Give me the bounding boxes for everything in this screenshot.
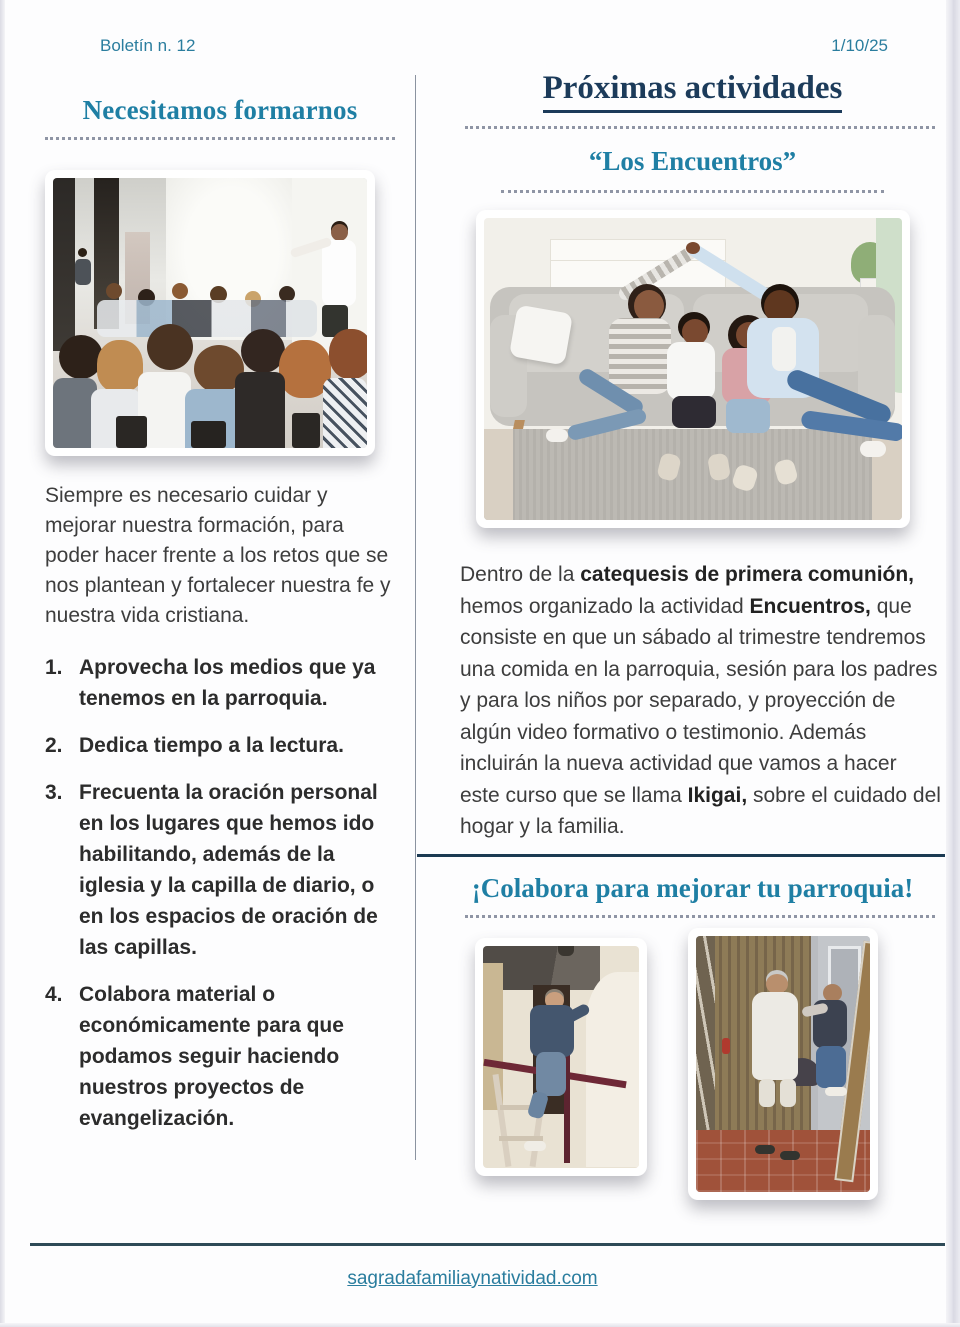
encuentros-subtitle: “Los Encuentros” [588, 146, 797, 176]
list-text: Aprovecha los medios que ya tenemos en la parroquia. [79, 656, 376, 710]
list-text: Frecuenta la oración personal en los lugares que hemos ido habilitando, además de la iglesia y la capilla de diario, o en los espacios de oración de las capillas. [79, 781, 378, 959]
bulletin-date: 1/10/25 [831, 36, 888, 55]
list-number: 4. [45, 983, 63, 1006]
right-column-title: Próximas actividades [543, 70, 843, 113]
carpentry-scene [696, 936, 870, 1192]
ladder-work-scene [483, 946, 639, 1168]
dotted-rule [465, 915, 935, 918]
section-divider [417, 854, 945, 857]
dotted-rule [465, 126, 935, 129]
footer-divider [30, 1243, 945, 1246]
page-left-edge [0, 0, 5, 1327]
conference-photo [45, 170, 375, 456]
column-divider [415, 75, 416, 1160]
carpentry-photo [688, 928, 878, 1200]
colabora-title: ¡Colabora para mejorar tu parroquia! [471, 872, 914, 903]
list-number: 1. [45, 656, 63, 679]
left-column-title: Necesitamos formarnos [82, 95, 358, 125]
bulletin-number: Boletín n. 12 [100, 36, 196, 55]
list-item [45, 979, 395, 1134]
footer [0, 1268, 945, 1290]
encuentros-paragraph: Dentro de la catequesis de primera comunión, hemos organizado la actividad Encuentros, que consiste en que un sábado al trimestre tendremos una comida en la parroquia, sesión para los padres y para los niños por separado, y proyección de algún video formativo o testimonio. Además incluirán la nueva actividad que vamos a hacer este curso que se llama Ikigai, sobre el cuidado del hogar y la familia. [460, 563, 941, 838]
dotted-rule [45, 137, 395, 140]
page-bottom-edge [0, 1323, 960, 1327]
page-right-edge [946, 0, 960, 1327]
conference-photo-scene [53, 178, 367, 448]
website-link[interactable]: sagradafamiliaynatividad.com [347, 1268, 598, 1289]
list-item [45, 730, 395, 761]
list-item [45, 777, 395, 963]
work-photos-row [440, 928, 945, 1213]
list-text: Dedica tiempo a la lectura. [79, 734, 344, 757]
family-photo [476, 210, 910, 528]
list-number: 2. [45, 734, 63, 757]
right-column [440, 70, 945, 1213]
list-number: 3. [45, 781, 63, 804]
list-text: Colabora material o económicamente para que podamos seguir haciendo nuestros proyectos de evangelización. [79, 983, 344, 1130]
list-item [45, 652, 395, 714]
left-intro-paragraph: Siempre es necesario cuidar y mejorar nuestra formación, para poder hacer frente a los retos que se nos plantean y fortalecer nuestra fe y nuestra vida cristiana. [45, 484, 391, 627]
dotted-rule [501, 190, 885, 193]
left-column [45, 95, 395, 1134]
page-header [100, 36, 888, 56]
family-photo-scene [484, 218, 902, 520]
formation-list [45, 652, 395, 1134]
ladder-work-photo [475, 938, 647, 1176]
